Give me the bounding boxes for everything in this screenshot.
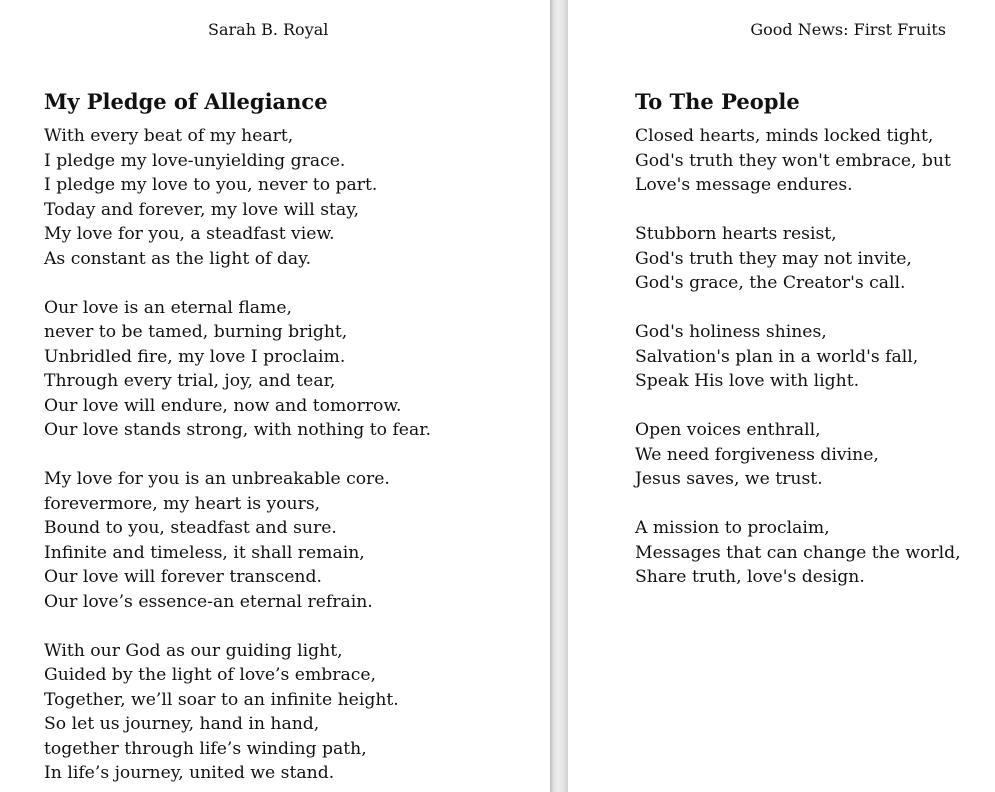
poem-line: With every beat of my heart, bbox=[44, 126, 294, 146]
stanza bbox=[635, 124, 961, 198]
poem-line: I pledge my love-unyielding grace. bbox=[44, 150, 346, 171]
running-head-author: Sarah B. Royal bbox=[208, 20, 329, 39]
poem-line: We need forgiveness divine, bbox=[635, 444, 879, 465]
poem-line: God's truth they may not invite, bbox=[635, 248, 912, 269]
poem-line: Speak His love with light. bbox=[635, 371, 860, 391]
poem-line: Love's message endures. bbox=[635, 175, 853, 195]
poem-line: Today and forever, my love will stay, bbox=[44, 199, 360, 220]
poem-line: Our love stands strong, with nothing to fear. bbox=[44, 420, 432, 440]
poem-line: Jesus saves, we trust. bbox=[635, 469, 823, 489]
poem-line: So let us journey, hand in hand, bbox=[44, 714, 320, 734]
poem-body bbox=[44, 124, 431, 792]
stanza bbox=[44, 467, 431, 614]
poem-line: never to be tamed, burning bright, bbox=[44, 322, 348, 342]
poem-line: I pledge my love to you, never to part. bbox=[44, 175, 378, 195]
stanza bbox=[635, 222, 961, 296]
poem-line: Share truth, love's design. bbox=[635, 567, 865, 587]
poem-line: Our love’s essence-an eternal refrain. bbox=[44, 591, 373, 612]
poem-line: God's holiness shines, bbox=[635, 322, 827, 342]
poem-line: In life’s journey, united we stand. bbox=[44, 763, 335, 783]
poem-line: My love for you is an unbreakable core. bbox=[44, 469, 390, 489]
poem-line: Our love will endure, now and tomorrow. bbox=[44, 395, 402, 416]
poem-line: With our God as our guiding light, bbox=[44, 640, 343, 661]
poem-line: Closed hearts, minds locked tight, bbox=[635, 126, 934, 146]
poem-line: As constant as the light of day. bbox=[44, 248, 312, 269]
poem-line: God's truth they won't embrace, but bbox=[635, 150, 951, 171]
poem-line: Messages that can change the world, bbox=[635, 542, 961, 563]
poem-line: Together, we’ll soar to an infinite height. bbox=[44, 689, 399, 710]
stanza bbox=[44, 639, 431, 786]
poem-line: Bound to you, steadfast and sure. bbox=[44, 518, 337, 538]
poem-body bbox=[635, 124, 961, 614]
running-head-book-title: Good News: First Fruits bbox=[750, 20, 946, 39]
poem-line: My love for you, a steadfast view. bbox=[44, 224, 335, 244]
poem-line: Salvation's plan in a world's fall, bbox=[635, 346, 919, 367]
poem-line: A mission to proclaim, bbox=[635, 518, 830, 538]
stanza bbox=[635, 516, 961, 590]
poem-line: forevermore, my heart is yours, bbox=[44, 493, 321, 514]
right-page bbox=[568, 0, 995, 792]
page-gutter bbox=[550, 0, 568, 792]
stanza bbox=[635, 418, 961, 492]
poem-line: Through every trial, joy, and tear, bbox=[44, 371, 336, 391]
poem-title: My Pledge of Allegiance bbox=[44, 89, 328, 114]
poem-line: Our love will forever transcend. bbox=[44, 567, 322, 587]
poem-line: Open voices enthrall, bbox=[635, 420, 821, 440]
stanza bbox=[44, 296, 431, 443]
poem-title: To The People bbox=[635, 89, 800, 114]
poem-line: Guided by the light of love’s embrace, bbox=[44, 665, 377, 685]
poem-line: Our love is an eternal flame, bbox=[44, 297, 292, 318]
poem-line: together through life’s winding path, bbox=[44, 738, 367, 759]
poem-line: Infinite and timeless, it shall remain, bbox=[44, 542, 365, 563]
poem-line: God's grace, the Creator's call. bbox=[635, 273, 906, 293]
poem-line: Unbridled fire, my love I proclaim. bbox=[44, 346, 346, 367]
poem-line: Stubborn hearts resist, bbox=[635, 224, 837, 244]
stanza bbox=[635, 320, 961, 394]
stanza bbox=[44, 124, 431, 271]
